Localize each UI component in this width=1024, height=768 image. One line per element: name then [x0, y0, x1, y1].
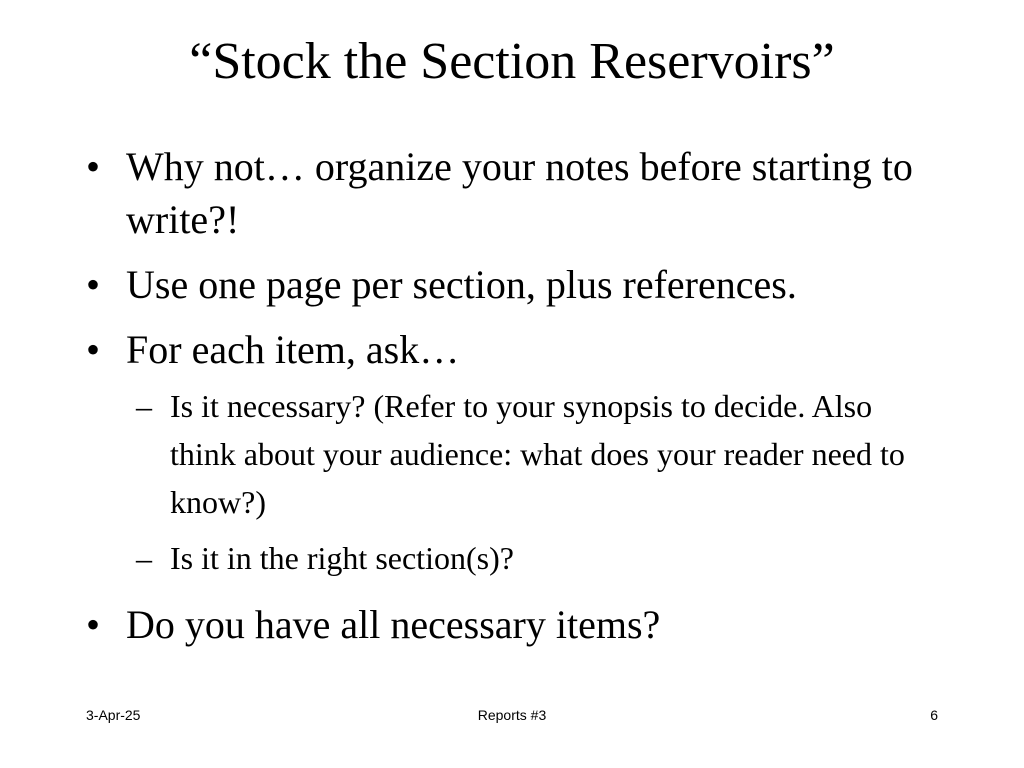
footer-date: 3-Apr-25 — [86, 707, 141, 723]
footer-title: Reports #3 — [477, 707, 547, 723]
sub-bullet-item — [86, 534, 926, 582]
bullet-text: Why not… organize your notes before starting to write?! — [126, 144, 913, 242]
sub-bullet-list — [86, 382, 926, 582]
sub-bullet-dash-icon: – — [136, 540, 152, 576]
sub-bullet-dash-icon: – — [136, 388, 152, 424]
bullet-text: Do you have all necessary items? — [126, 602, 661, 647]
bullet-item — [86, 140, 926, 246]
bullet-dot-icon: • — [86, 602, 101, 647]
bullet-item — [86, 258, 926, 311]
bullet-item — [86, 598, 926, 651]
bullet-dot-icon: • — [86, 262, 101, 307]
sub-bullet-item — [86, 382, 926, 526]
bullet-item — [86, 323, 926, 376]
sub-bullet-text: Is it in the right section(s)? — [170, 540, 514, 576]
bullet-dot-icon: • — [86, 327, 101, 372]
bullet-text: Use one page per section, plus references. — [126, 262, 797, 307]
page-number: 6 — [930, 707, 938, 723]
bullet-dot-icon: • — [86, 144, 101, 189]
sub-bullet-text: Is it necessary? (Refer to your synopsis to decide. Also think about your audience: what does your reader need to know?) — [170, 388, 905, 520]
slide-title: “Stock the Section Reservoirs” — [189, 33, 835, 90]
bullet-text: For each item, ask… — [126, 327, 460, 372]
slide-body — [86, 140, 926, 663]
